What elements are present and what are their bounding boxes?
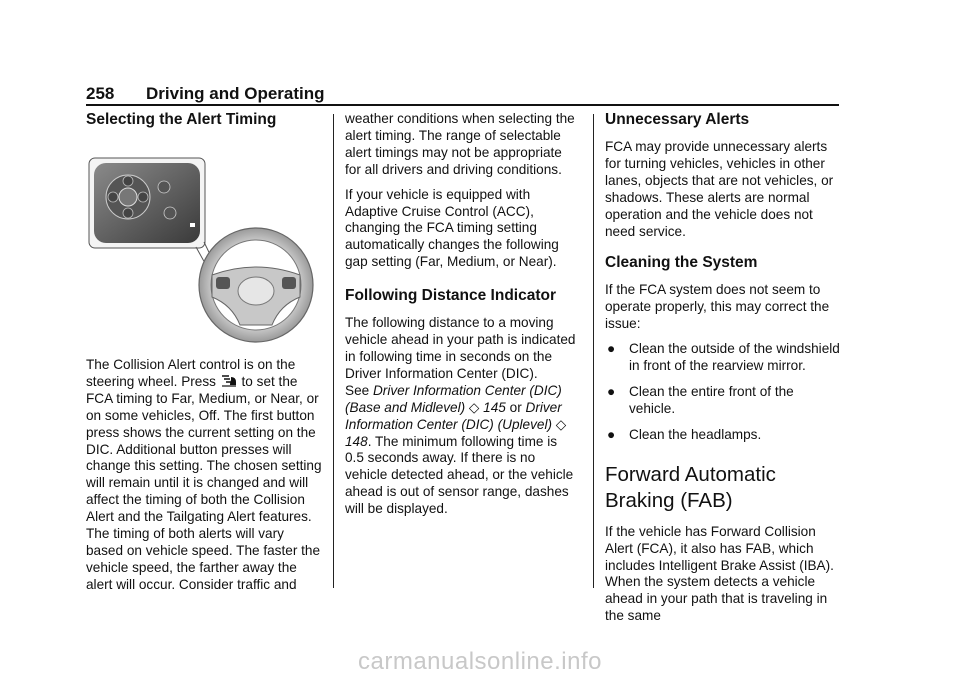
link-dic-uplevel[interactable]: Driver Information Center (DIC) (Uplevel) [345,399,562,432]
heading-selecting-alert-timing: Selecting the Alert Timing [86,111,277,128]
steering-wheel-illustration [86,157,322,345]
column-divider-1 [333,114,334,588]
column-1 [86,111,322,602]
heading-cleaning-system: Cleaning the System [605,254,758,272]
link-dic-base[interactable]: Driver Information Center (DIC) (Base and Midlevel) [345,382,562,415]
page-ref-148[interactable]: 148 [345,433,368,449]
bullet-icon: ● [607,426,616,442]
heading-forward-automatic-braking: Forward Automatic Braking (FAB) [605,462,776,512]
page-ref-145[interactable]: 145 [483,399,506,415]
column-2 [345,111,577,526]
cleaning-steps-list [605,341,841,444]
page-header [86,84,838,106]
header-rule [86,104,839,106]
bullet-icon: ● [607,383,616,399]
bullet-icon: ● [607,341,616,357]
paragraph-acc: If your vehicle is equipped with Adaptive Cruise Control (ACC), changing the FCA timing setting automatically changes the following gap setting (Far, Medium, or Near). [345,186,559,270]
collision-alert-icon [220,374,238,388]
page-number: 258 [86,84,115,103]
paragraph-fab: If the vehicle has Forward Collision Alert (FCA), it also has FAB, which includes Intelligent Brake Assist (IBA). When the system detects a vehicle ahead in your path that is traveling in the same [605,523,834,624]
heading-unnecessary-alerts: Unnecessary Alerts [605,111,750,128]
page-ref-arrow: ◇ [555,416,567,432]
paragraph-weather: weather conditions when selecting the alert timing. The range of selectable alert timings may not be appropriate for all drivers and driving conditions. [345,111,575,177]
column-3 [605,111,841,633]
list-item: ● Clean the entire front of the vehicle. [607,383,794,416]
watermark: carmanualsonline.info [358,648,602,675]
section-title: Driving and Operating [146,84,325,103]
steering-wheel-svg [86,157,322,345]
list-item: ● Clean the headlamps. [607,426,762,442]
paragraph-collision-control: The Collision Alert control is on the steering wheel. Press to set the FCA timing to Far, Medium, or Near, or on some vehicles, Off. The first button press shows the current setting on the DIC. Additional button presses will change this setting. The chosen setting will remain until it is changed and will affect the timing of both the Collision Alert and the Tailgating Alert features. The timing of both alerts will vary based on vehicle speed. The faster the vehicle speed, the farther away the alert will occur. Consider traffic and [86,357,322,592]
column-divider-2 [593,114,594,588]
paragraph-see-references: See Driver Information Center (DIC) (Base and Midlevel) ◇ 145 or Driver Information Center (DIC) (Uplevel) ◇ 148. The minimum following time is 0.5 seconds away. If there is no vehicle detected ahead, or the vehicle ahead is out of sensor range, dashes will be displayed. [345,382,574,517]
list-item: ● Clean the outside of the windshield in front of the rearview mirror. [607,341,840,374]
heading-following-distance: Following Distance Indicator [345,287,556,305]
page-ref-arrow: ◇ [468,399,480,415]
paragraph-cleaning-intro: If the FCA system does not seem to operate properly, this may correct the issue: [605,282,830,332]
paragraph-unnecessary-alerts: FCA may provide unnecessary alerts for turning vehicles, vehicles in other lanes, objects that are not vehicles, or shadows. These alerts are normal operation and the vehicle does not need service. [605,139,834,239]
paragraph-following-distance: The following distance to a moving vehicle ahead in your path is indicated in following time in seconds on the Driver Information Center (DIC). [345,315,576,381]
